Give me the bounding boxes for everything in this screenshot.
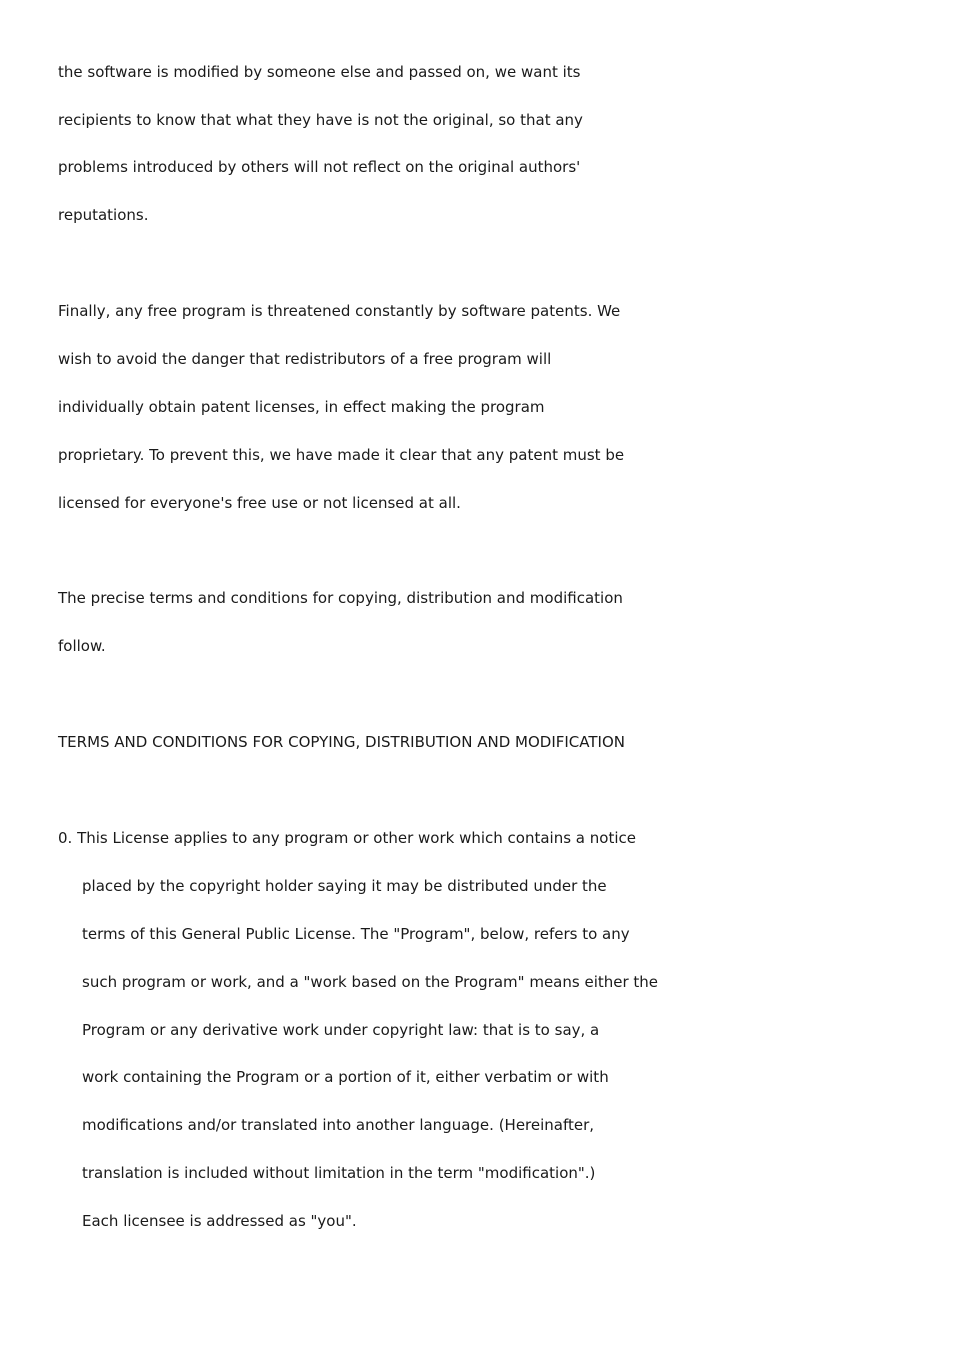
text-line: problems introduced by others will not reflect on the original authors'	[58, 158, 581, 176]
text-line: reputations.	[58, 206, 149, 224]
text-line: The precise terms and conditions for copying, distribution and modification	[58, 589, 623, 607]
clause-line: such program or work, and a "work based on the Program" means either the	[82, 973, 659, 991]
text-line: Finally, any free program is threatened constantly by software patents. We	[58, 302, 621, 320]
clause-line: work containing the Program or a portion of it, either verbatim or with	[82, 1068, 609, 1086]
text-line: proprietary. To prevent this, we have made it clear that any patent must be	[58, 446, 625, 464]
clause-line: translation is included without limitation in the term "modification".)	[82, 1164, 596, 1182]
text-line: licensed for everyone's free use or not licensed at all.	[58, 494, 461, 512]
text-line: individually obtain patent licenses, in effect making the program	[58, 398, 545, 416]
text-line: recipients to know that what they have is not the original, so that any	[58, 111, 583, 129]
section-heading: TERMS AND CONDITIONS FOR COPYING, DISTRIBUTION AND MODIFICATION	[58, 733, 625, 751]
text-line: follow.	[58, 637, 106, 655]
text-line: wish to avoid the danger that redistributors of a free program will	[58, 350, 552, 368]
clause-line: placed by the copyright holder saying it may be distributed under the	[82, 877, 607, 895]
clause-line: Each licensee is addressed as "you".	[82, 1212, 357, 1230]
text-line: the software is modified by someone else and passed on, we want its	[58, 63, 581, 81]
clause-line: terms of this General Public License. The "Program", below, refers to any	[82, 925, 630, 943]
clause-first-line: 0. This License applies to any program or other work which contains a notice	[58, 829, 636, 847]
clause-line: modifications and/or translated into another language. (Hereinafter,	[82, 1116, 595, 1134]
clause-line: Program or any derivative work under copyright law: that is to say, a	[82, 1021, 600, 1039]
